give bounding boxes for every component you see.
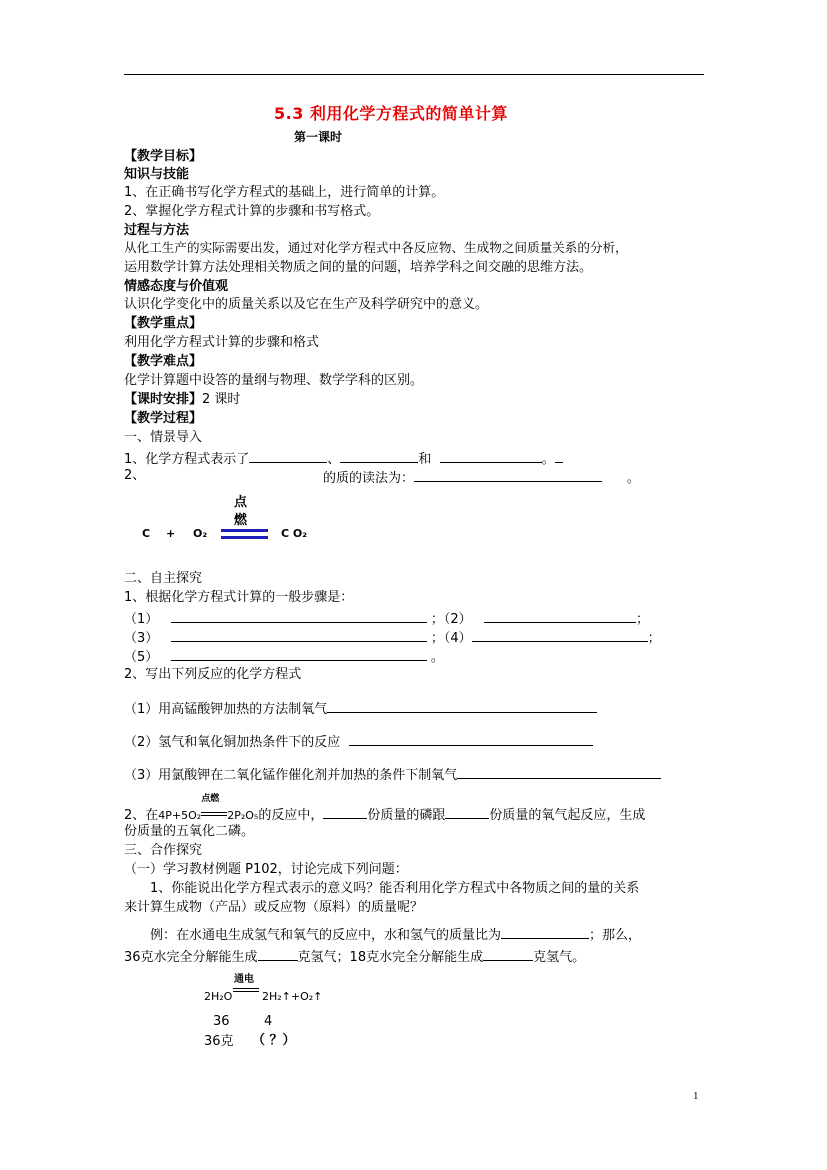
focus-text: 利用化学方程式计算的步骤和格式: [124, 335, 320, 350]
phos-eq-cond: 点燃: [201, 794, 220, 804]
process-heading: 过程与方法: [124, 223, 190, 238]
phos-prefix: 2、在: [124, 808, 159, 823]
blank-step-2[interactable]: [484, 610, 636, 623]
blank-step-1[interactable]: [171, 610, 427, 623]
section3-q1-a: 1、你能说出化学方程式表示的意义吗？能否利用化学方程式中各物质之间的量的关系: [150, 881, 640, 896]
q1-prefix: 1、化学方程式表示了: [124, 452, 250, 467]
example-c: 36克水完全分解能生成: [124, 950, 258, 965]
knowledge-heading: 知识与技能: [124, 167, 190, 182]
phosphorus-line-1: [124, 794, 646, 823]
knowledge-item-2: 2、掌握化学方程式计算的步骤和书写格式。: [124, 204, 380, 219]
reaction-row-2: [124, 733, 593, 749]
q2-mid: 的质的读法为：: [323, 471, 415, 486]
step-5-end: 。: [430, 650, 444, 665]
example-b: ；那么，: [589, 928, 642, 943]
step-row-2: [124, 629, 661, 645]
example-line-1: [150, 926, 641, 942]
water-eq-bar-2: [233, 991, 259, 992]
phos-eq-right: 2P₂O₅: [227, 809, 259, 822]
example-line-2: [124, 948, 585, 964]
blank-mass-ratio[interactable]: [501, 926, 589, 939]
eq-oxygen: O₂: [193, 527, 208, 540]
blank-reaction-1[interactable]: [327, 700, 597, 713]
section3-heading: 三、合作探究: [124, 843, 203, 858]
unknown-hydrogen: （ ？）: [252, 1033, 296, 1048]
eq-co2: C O₂: [281, 527, 308, 540]
step-row-3: [124, 648, 444, 664]
schedule-heading: 【课时安排】: [124, 392, 203, 407]
eq-plus: +: [166, 527, 176, 540]
blank-reaction-2[interactable]: [349, 733, 593, 746]
step-4-label: ；（4）: [430, 631, 472, 646]
blank-reaction-3[interactable]: [457, 766, 661, 779]
process-main-heading: 【教学过程】: [124, 411, 203, 426]
step-row-1: [124, 610, 649, 626]
q2-end: 。: [626, 471, 640, 486]
blank-h2-18[interactable]: [483, 948, 533, 961]
section1-q1: [124, 450, 563, 466]
oxy-text: 份质量的氧气起反应，生成: [489, 808, 646, 823]
section1-heading: 一、情景导入: [124, 430, 203, 445]
section2-q2: 2、写出下列反应的化学方程式: [124, 667, 302, 682]
page-number: 1: [693, 1090, 699, 1102]
header-rule: [124, 74, 704, 75]
step-2-label: ；（2）: [430, 612, 472, 627]
process-text-2: 运用数学计算方法处理相关物质之间的量的问题，培养学科之间交融的思维方法。: [124, 260, 593, 275]
step-3-label: （3）: [124, 631, 159, 646]
eq-bar-2: [221, 536, 268, 539]
blank-meaning-3[interactable]: [440, 450, 542, 463]
blank-oxy-mass[interactable]: [445, 806, 489, 819]
water-eq-cond: 通电: [234, 974, 254, 985]
q1-end: 。: [541, 452, 555, 467]
section2-heading: 二、自主探究: [124, 571, 203, 586]
phos-eq-arrow: [201, 794, 227, 819]
emotion-heading: 情感态度与价值观: [124, 279, 229, 294]
lesson-subtitle: 第一课时: [294, 130, 343, 144]
blank-reading[interactable]: [414, 469, 602, 482]
page-title: 5.3 利用化学方程式的简单计算: [274, 104, 508, 123]
reaction-2-text: （2）氢气和氧化铜加热条件下的反应: [124, 735, 341, 750]
emotion-text: 认识化学变化中的质量关系以及它在生产及科学研究中的意义。: [124, 297, 489, 312]
blank-phos-mass[interactable]: [323, 806, 367, 819]
objectives-heading: 【教学目标】: [124, 149, 203, 164]
example-e: 克氢气。: [533, 950, 586, 965]
process-text-1: 从化工生产的实际需要出发，通过对化学方程式中各反应物、生成物之间质量关系的分析，: [124, 240, 628, 255]
blank-step-3[interactable]: [171, 629, 427, 642]
mass-water: 36: [213, 1014, 230, 1029]
blank-meaning-1[interactable]: [249, 450, 327, 463]
blank-h2-36[interactable]: [258, 948, 298, 961]
water-eq-right: 2H₂↑+O₂↑: [262, 990, 323, 1003]
section3-sub1: （一）学习教材例题 P102，讨论完成下列问题：: [124, 862, 408, 877]
blank-step-5[interactable]: [171, 648, 427, 661]
reaction-3-text: （3）用氯酸钾在二氧化锰作催化剂并加热的条件下制氧气: [124, 768, 458, 783]
blank-tail: [555, 450, 563, 463]
eq-carbon: C: [142, 527, 151, 540]
example-a: 例：在水通电生成氢气和氧气的反应中，水和氢气的质量比为: [150, 928, 502, 943]
reaction-1-text: （1）用高锰酸钾加热的方法制氧气: [124, 702, 328, 717]
step-2-end: ；: [636, 612, 650, 627]
blank-meaning-2[interactable]: [340, 450, 418, 463]
given-water: 36克: [204, 1034, 234, 1049]
section3-q1-b: 来计算生成物（产品）或反应物（原料）的质量呢？: [124, 900, 424, 915]
step-4-end: ；: [647, 631, 661, 646]
section1-q2: [323, 469, 640, 485]
knowledge-item-1: 1、在正确书写化学方程式的基础上，进行简单的计算。: [124, 185, 445, 200]
difficulty-text: 化学计算题中设答的量纲与物理、数学学科的区别。: [124, 373, 424, 388]
phos-eq-left: 4P+5O₂: [158, 809, 202, 822]
phosphorus-line-2: 份质量的五氧化二磷。: [124, 824, 255, 839]
eq-cond-top: 点: [234, 495, 248, 510]
example-d: 克氢气；18克水完全分解能生成: [297, 950, 484, 965]
phos-text: 份质量的磷跟: [367, 808, 446, 823]
section1-q2-prefix: 2、: [124, 468, 146, 483]
eq-cond-bottom: 燃: [234, 513, 248, 528]
section2-q1: 1、根据化学方程式计算的一般步骤是：: [124, 590, 354, 605]
step-5-label: （5）: [124, 650, 159, 665]
mass-hydrogen: 4: [264, 1014, 273, 1029]
reaction-row-1: [124, 700, 597, 716]
difficulty-heading: 【教学难点】: [124, 354, 203, 369]
phos-mid: 的反应中，: [258, 808, 324, 823]
schedule-text: 2 课时: [202, 392, 241, 407]
q1-and: 和: [418, 452, 432, 467]
blank-step-4[interactable]: [472, 629, 648, 642]
schedule-line: [124, 393, 240, 406]
water-eq-bar-1: [233, 988, 259, 989]
eq-bar-1: [221, 529, 268, 532]
q1-sep: 、: [327, 452, 341, 467]
water-eq-left: 2H₂O: [204, 990, 233, 1003]
focus-heading: 【教学重点】: [124, 316, 203, 331]
reaction-row-3: [124, 766, 661, 782]
step-1-label: （1）: [124, 612, 159, 627]
